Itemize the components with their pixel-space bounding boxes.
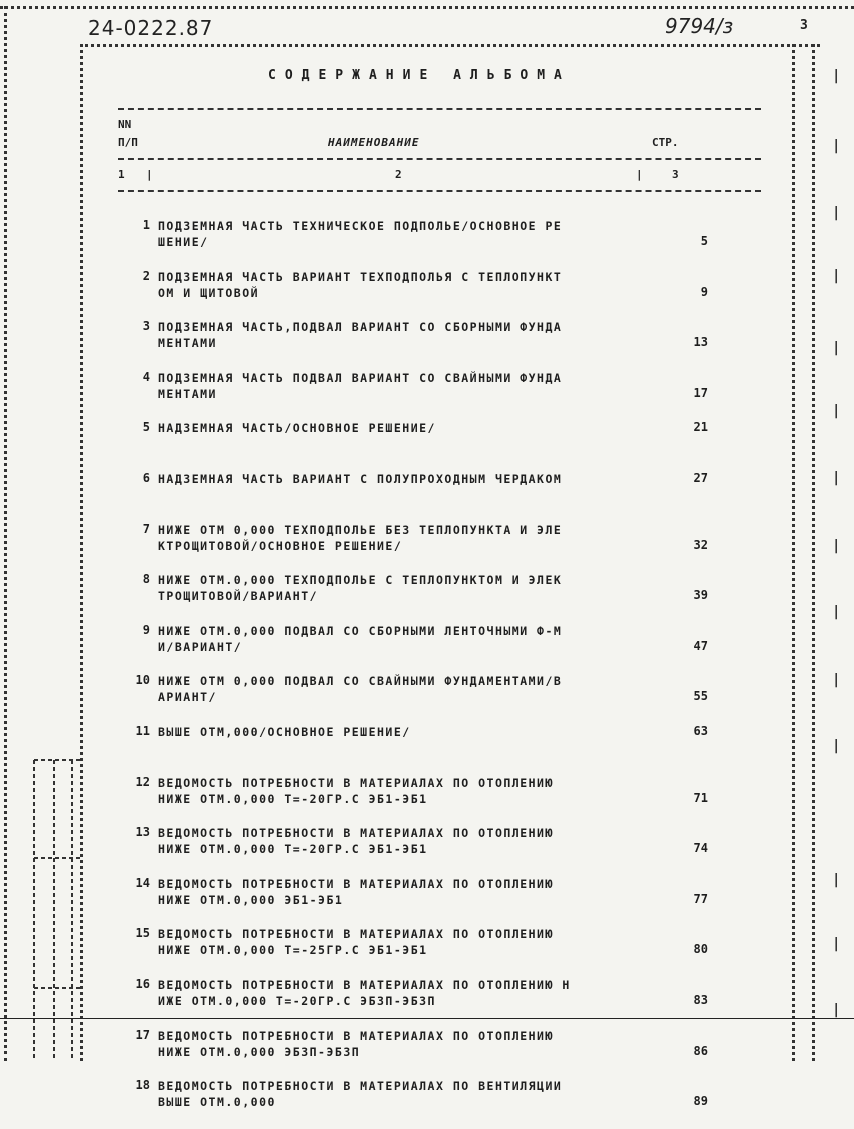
margin-mark: | bbox=[832, 205, 841, 221]
list-item bbox=[128, 1078, 708, 1129]
margin-mark: | bbox=[832, 340, 841, 356]
list-item bbox=[128, 673, 708, 724]
item-title: ВЕДОМОСТЬ ПОТРЕБНОСТИ В МАТЕРИАЛАХ ПО ОТОПЛЕНИЮ НИЖЕ ОТМ.0,000 ЭБ3П-ЭБ3П bbox=[158, 1028, 554, 1059]
item-number: 14 bbox=[135, 875, 150, 890]
table-top-rule bbox=[118, 108, 761, 110]
margin-mark: | bbox=[832, 470, 841, 486]
item-title: НИЖЕ ОТМ 0,000 ТЕХПОДПОЛЬЕ БЕЗ ТЕПЛОПУНКТА И ЭЛЕ КТРОЩИТОВОЙ/ОСНОВНОЕ РЕШЕНИЕ/ bbox=[158, 522, 563, 553]
item-page: 9 bbox=[700, 284, 708, 299]
item-title: НАДЗЕМНАЯ ЧАСТЬ/ОСНОВНОЕ РЕШЕНИЕ/ bbox=[158, 421, 436, 436]
stamp-grid bbox=[20, 752, 90, 1061]
column-header-page: СТР. bbox=[652, 136, 679, 149]
item-page: 71 bbox=[693, 790, 708, 805]
list-item bbox=[128, 775, 708, 826]
list-item bbox=[128, 572, 708, 623]
inner-right-dotted-border-b bbox=[812, 44, 815, 1061]
item-page: 86 bbox=[693, 1043, 708, 1058]
item-number: 11 bbox=[135, 723, 150, 738]
item-title: ВЫШЕ ОТМ,000/ОСНОВНОЕ РЕШЕНИЕ/ bbox=[158, 724, 411, 739]
list-item bbox=[128, 522, 708, 573]
list-item bbox=[128, 724, 708, 775]
item-number: 15 bbox=[135, 926, 150, 941]
item-page: 32 bbox=[693, 537, 708, 552]
margin-mark: | bbox=[832, 1002, 841, 1018]
column-index-1: 1 bbox=[118, 168, 125, 181]
margin-mark: | bbox=[832, 403, 841, 419]
list-item bbox=[128, 825, 708, 876]
header-dotted-border bbox=[80, 44, 820, 47]
page-number: 3 bbox=[800, 18, 808, 33]
column-header-pp: П/П bbox=[118, 136, 138, 149]
contents-list bbox=[128, 218, 708, 1129]
item-title: ПОДЗЕМНАЯ ЧАСТЬ ТЕХНИЧЕСКОЕ ПОДПОЛЬЕ/ОСНОВНОЕ РЕ ШЕНИЕ/ bbox=[158, 219, 563, 249]
left-dotted-border bbox=[4, 6, 7, 1061]
item-page: 77 bbox=[693, 891, 708, 906]
column-header-name: НАИМЕНОВАНИЕ bbox=[328, 136, 420, 149]
inner-right-dotted-border-a bbox=[792, 44, 795, 1061]
item-number: 8 bbox=[142, 572, 150, 587]
album-contents-title: СОДЕРЖАНИЕ АЛЬБОМА bbox=[268, 68, 571, 83]
item-page: 63 bbox=[693, 723, 708, 738]
item-page: 74 bbox=[693, 841, 708, 856]
list-item bbox=[128, 623, 708, 674]
item-page: 21 bbox=[693, 420, 708, 435]
top-dotted-border bbox=[0, 6, 854, 9]
item-title: НИЖЕ ОТМ.0,000 ПОДВАЛ СО СБОРНЫМИ ЛЕНТОЧНЫМИ Ф-М И/ВАРИАНТ/ bbox=[158, 623, 563, 654]
header-rule bbox=[118, 158, 761, 160]
item-number: 12 bbox=[135, 774, 150, 789]
item-title: ВЕДОМОСТЬ ПОТРЕБНОСТИ В МАТЕРИАЛАХ ПО ОТОПЛЕНИЮ НИЖЕ ОТМ.0,000 Т=-20ГР.С ЭБ1-ЭБ1 bbox=[158, 826, 554, 857]
item-page: 83 bbox=[693, 992, 708, 1007]
item-page: 27 bbox=[693, 470, 708, 485]
column-index-3: 3 bbox=[672, 168, 679, 181]
margin-mark: | bbox=[832, 538, 841, 554]
item-title: ВЕДОМОСТЬ ПОТРЕБНОСТИ В МАТЕРИАЛАХ ПО ОТОПЛЕНИЮ Н ИЖЕ ОТМ.0,000 Т=-20ГР.С ЭБ3П-ЭБ3П bbox=[158, 977, 571, 1008]
margin-mark: | bbox=[832, 672, 841, 688]
item-number: 7 bbox=[142, 521, 150, 536]
column-separator: | bbox=[636, 168, 643, 181]
item-page: 13 bbox=[693, 335, 708, 350]
list-item bbox=[128, 471, 708, 522]
item-page: 5 bbox=[700, 234, 708, 248]
item-title: ВЕДОМОСТЬ ПОТРЕБНОСТИ В МАТЕРИАЛАХ ПО ОТОПЛЕНИЮ НИЖЕ ОТМ.0,000 Т=-20ГР.С ЭБ1-ЭБ1 bbox=[158, 775, 554, 806]
list-item bbox=[128, 370, 708, 421]
list-item bbox=[128, 977, 708, 1028]
item-number: 4 bbox=[142, 369, 150, 384]
margin-mark: | bbox=[832, 872, 841, 888]
list-item bbox=[128, 269, 708, 320]
list-item bbox=[128, 420, 708, 471]
list-item bbox=[128, 876, 708, 927]
item-title: НИЖЕ ОТМ.0,000 ТЕХПОДПОЛЬЕ С ТЕПЛОПУНКТОМ И ЭЛЕК ТРОЩИТОВОЙ/ВАРИАНТ/ bbox=[158, 573, 563, 604]
list-item bbox=[128, 319, 708, 370]
item-number: 1 bbox=[142, 218, 150, 232]
sheet-reference: 9794/з bbox=[665, 14, 734, 38]
item-number: 3 bbox=[142, 319, 150, 334]
item-title: ВЕДОМОСТЬ ПОТРЕБНОСТИ В МАТЕРИАЛАХ ПО ОТОПЛЕНИЮ НИЖЕ ОТМ.0,000 Т=-25ГР.С ЭБ1-ЭБ1 bbox=[158, 927, 554, 958]
bottom-rule bbox=[0, 1018, 854, 1019]
item-page: 55 bbox=[693, 689, 708, 704]
item-number: 9 bbox=[142, 622, 150, 637]
margin-mark: | bbox=[832, 604, 841, 620]
column-index-2: 2 bbox=[395, 168, 402, 181]
item-number: 5 bbox=[142, 420, 150, 435]
header-bottom-rule bbox=[118, 190, 761, 192]
item-title: ПОДЗЕМНАЯ ЧАСТЬ,ПОДВАЛ ВАРИАНТ СО СБОРНЫМИ ФУНДА МЕНТАМИ bbox=[158, 320, 563, 351]
margin-mark: | bbox=[832, 738, 841, 754]
item-title: НАДЗЕМНАЯ ЧАСТЬ ВАРИАНТ С ПОЛУПРОХОДНЫМ ЧЕРДАКОМ bbox=[158, 471, 563, 486]
item-page: 17 bbox=[693, 385, 708, 400]
item-title: ВЕДОМОСТЬ ПОТРЕБНОСТИ В МАТЕРИАЛАХ ПО ОТОПЛЕНИЮ НИЖЕ ОТМ.0,000 ЭБ1-ЭБ1 bbox=[158, 876, 554, 907]
document-number: 24-0222.87 bbox=[88, 16, 214, 40]
item-number: 16 bbox=[135, 976, 150, 991]
item-page: 80 bbox=[693, 942, 708, 957]
item-title: НИЖЕ ОТМ 0,000 ПОДВАЛ СО СВАЙНЫМИ ФУНДАМЕНТАМИ/В АРИАНТ/ bbox=[158, 674, 563, 705]
margin-mark: | bbox=[832, 268, 841, 284]
item-number: 18 bbox=[135, 1078, 150, 1093]
margin-mark: | bbox=[832, 68, 841, 84]
item-page: 89 bbox=[693, 1094, 708, 1109]
column-header-nn: NN bbox=[118, 118, 132, 131]
column-separator: | bbox=[146, 168, 153, 181]
margin-mark: | bbox=[832, 936, 841, 952]
item-number: 2 bbox=[142, 268, 150, 283]
list-item bbox=[128, 1028, 708, 1079]
item-number: 13 bbox=[135, 825, 150, 840]
margin-mark: | bbox=[832, 138, 841, 154]
item-page: 39 bbox=[693, 588, 708, 603]
list-item bbox=[128, 218, 708, 269]
item-title: ПОДЗЕМНАЯ ЧАСТЬ ПОДВАЛ ВАРИАНТ СО СВАЙНЫМИ ФУНДА МЕНТАМИ bbox=[158, 370, 563, 401]
item-title: ПОДЗЕМНАЯ ЧАСТЬ ВАРИАНТ ТЕХПОДПОЛЬЯ С ТЕПЛОПУНКТ ОМ И ЩИТОВОЙ bbox=[158, 269, 563, 300]
item-page: 47 bbox=[693, 638, 708, 653]
item-number: 10 bbox=[135, 673, 150, 688]
item-title: ВЕДОМОСТЬ ПОТРЕБНОСТИ В МАТЕРИАЛАХ ПО ВЕНТИЛЯЦИИ ВЫШЕ ОТМ.0,000 bbox=[158, 1079, 563, 1110]
item-number: 6 bbox=[142, 470, 150, 485]
list-item bbox=[128, 926, 708, 977]
item-number: 17 bbox=[135, 1027, 150, 1042]
